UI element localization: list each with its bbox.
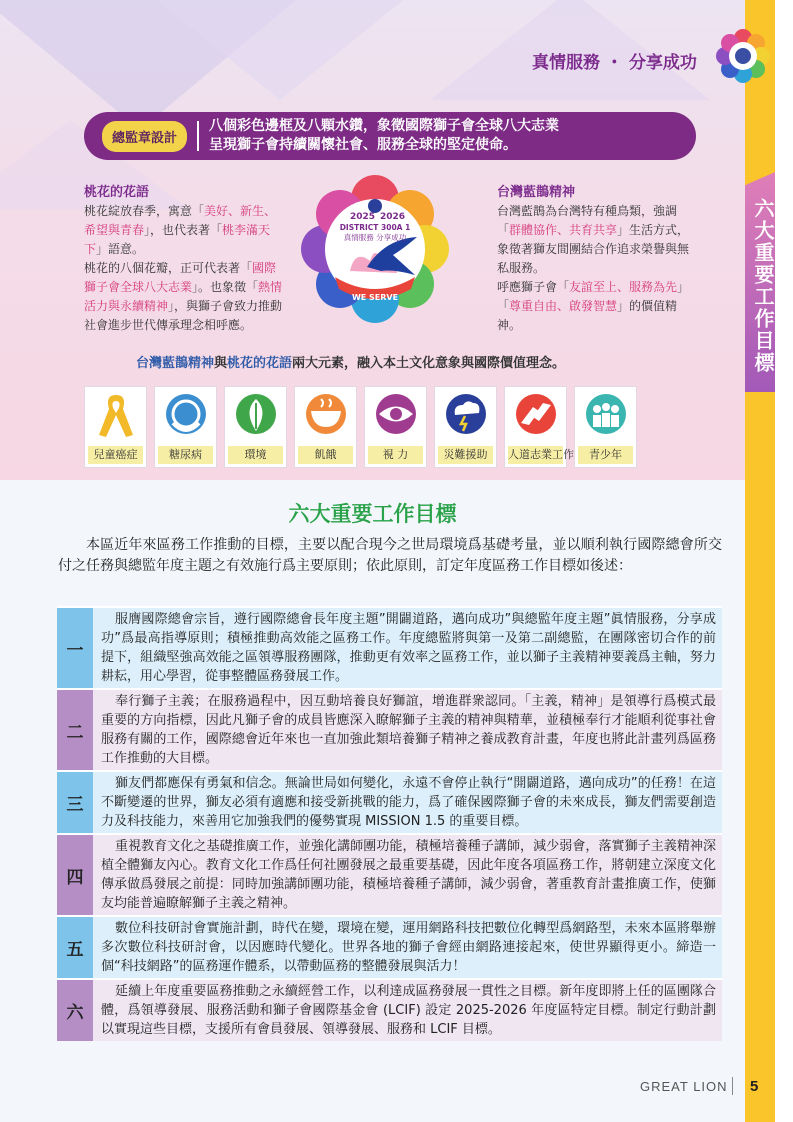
goal-text: 奉行獅子主義；在服務過程中，因互動培養良好獅誼，增進群衆認同。「主義，精神」是領導行爲模式最重要的方向指標，因此凡獅子會的成員皆應深入瞭解獅子主義的精神與精華，並積極奉行才能順利從事社會服務有關的工作，國際總會近年來也一直加強此類培養獅子精神之養成教育計畫，年度也將此計畫列爲區務工作推動的大目標。: [93, 690, 722, 770]
badge-motto: WE SERVE: [351, 293, 399, 302]
banner-text: [209, 117, 559, 155]
district-logo-icon: [713, 26, 773, 86]
goal-number: 五: [57, 917, 93, 978]
text-span: 」的價值精神。: [497, 299, 678, 332]
sidebar-label: 六大重要工作目標: [751, 198, 775, 374]
highlight-text: 熱情活力與永續精神: [84, 280, 283, 313]
design-banner: [84, 112, 696, 160]
goal-text: 延續上年度重要區務推動之永續經營工作，以利達成區務發展一貫性之目標。新年度即將上任的區團隊合體，爲領導發展、服務活動和獅子會國際基金會 (LCIF) 設定 2025-2026 年度區特定目標。制定行動計劃以實現這些目標，支援所有會員發展、領導發展、服務和 LCIF 目標。: [93, 980, 722, 1041]
highlight-text: 美好、新生、希望與青春: [84, 204, 277, 237]
goals-table: [57, 606, 722, 1041]
goal-text: 獅友們都應保有勇氣和信念。無論世局如何變化，永遠不會停止執行“開闢道路，邁向成功”的任務！在這不斷變遷的世界，獅友必須有適應和接受新挑戰的能力，爲了確保國際獅子會的未來成長，獅友們需要創造力及科技能力，來善用它加強我們的優勢實現 MISSION 1.5 的重要目標。: [93, 772, 722, 833]
goal-number: 六: [57, 980, 93, 1041]
text-span: 」。也象徵「: [192, 280, 259, 294]
cause-label: 糖尿病: [158, 446, 213, 464]
cause-label: 災難援助: [438, 446, 493, 464]
diabetes-icon: [159, 389, 214, 444]
youth-icon: [579, 389, 634, 444]
highlight-text: 國際獅子會全球八大志業: [84, 261, 277, 294]
global-causes-row: [84, 386, 637, 468]
bowl-icon: [299, 389, 354, 444]
right-column-body: [497, 202, 697, 335]
goal-number: 一: [57, 608, 93, 688]
cause-card: [574, 386, 637, 468]
text-span: 桃花的八個花瓣，正可代表著「: [84, 261, 253, 275]
sidebar-edge: [775, 0, 793, 1122]
text-span: 」，與獅子會致力推動社會進步世代傳承理念相呼應。: [84, 299, 283, 332]
decor-triangle: [120, 0, 440, 100]
goal-text: 數位科技研討會實施計劃，時代在變，環境在變，運用網路科技把數位化轉型爲網路型，未來本區將舉辦多次數位科技研討會，以因應時代變化。世界各地的獅子會經由網路連接起來，使世界顯得更小。締造一個“科技網路”的區務運作體系，以帶動區務的整體發展與活力！: [93, 917, 722, 978]
fusion-part-2: 桃花的花語: [227, 356, 293, 371]
cause-label: 飢餓: [298, 446, 353, 464]
badge-year-left: 2025: [350, 212, 376, 222]
fusion-mid: 與: [214, 356, 228, 371]
leaf-icon: [229, 389, 284, 444]
highlight-text: 尊重自由、啟發智慧: [509, 299, 618, 313]
section-title: 六大重要工作目標: [288, 502, 457, 526]
page-header-title: 真情服務 ・ 分享成功: [532, 53, 697, 73]
cause-label: 人道志業工作: [508, 446, 563, 464]
cause-card: [224, 386, 287, 468]
fusion-part-1: 台灣藍鵲精神: [136, 356, 215, 371]
text-span: 」生活方式，象徵著獅友間團結合作追求榮譽與無私服務。: [497, 223, 690, 275]
text-span: 桃花綻放春季，寓意「: [84, 204, 205, 218]
highlight-text: 群體協作、共育共享: [509, 223, 618, 237]
goal-text: 服膺國際總會宗旨，遵行國際總會長年度主題”開闢道路，邁向成功”與總監年度主題”眞情服務，分享成功”爲最高指導原則；積極推動高效能之區務工作。年度總監將與第一及第二副總監，在團隊密切合作的前提下，組織堅強高效能之區領導服務團隊，推動更有效率之區務工作，並以獅子主義精神要義爲主軸，努力耕耘，用心學習，從事整體區務發展工作。: [93, 608, 722, 688]
sidebar-strip: [745, 0, 775, 1122]
goal-row: [57, 978, 722, 1041]
goal-row: [57, 770, 722, 833]
eye-icon: [369, 389, 424, 444]
badge-slogan: 真情服務 分享成功: [343, 233, 407, 242]
section-intro: 本區近年來區務工作推動的目標，主要以配合現今之世局環境爲基礎考量，並以順利執行國際總會所交付之任務與總監年度主題之有效施行爲主要原則；依此原則，訂定年度區務工作目標如後述：: [58, 537, 722, 574]
magazine-name: GREAT LION: [640, 1079, 728, 1094]
badge-year-right: 2026: [380, 212, 406, 222]
text-span: 台灣藍鵲為台灣特有種鳥類，強調「: [497, 204, 678, 237]
goal-text: 重視教育文化之基礎推廣工作，並強化講師團功能，積極培養種子講師，減少弱會，落實獅子主義精神深植全體獅友內心。教育文化工作爲任何社團發展之最重要基礎，因此年度各項區務工作，將朝建立深度文化傳承做爲發展之前提：同時加強講師團功能，積極培養種子講師，減少弱會，著重教育計畫推廣工作，使獅友均能普遍瞭解獅子主義之精神。: [93, 835, 722, 915]
left-column-body: [84, 202, 284, 335]
cause-card: [364, 386, 427, 468]
goal-row: [57, 606, 722, 688]
storm-icon: [439, 389, 494, 444]
goal-number: 四: [57, 835, 93, 915]
banner-line-2: 呈現獅子會持續關懷社會、服務全球的堅定使命。: [209, 137, 518, 153]
district-governor-badge: [300, 174, 450, 324]
cause-label: 環境: [228, 446, 283, 464]
cause-label: 視 力: [368, 446, 423, 464]
page-number: 5: [750, 1078, 759, 1095]
goal-row: [57, 833, 722, 915]
text-span: 呼應獅子會「: [497, 280, 570, 294]
text-span: 」「: [497, 280, 690, 313]
cause-card: [84, 386, 147, 468]
text-span: 」，也代表著「: [144, 223, 223, 237]
cause-label: 青少年: [578, 446, 633, 464]
goal-number: 三: [57, 772, 93, 833]
goal-row: [57, 688, 722, 770]
cause-card: [504, 386, 574, 468]
footer-divider: [732, 1077, 733, 1095]
cause-label: 兒童癌症: [88, 446, 143, 464]
ribbon-icon: [89, 389, 144, 444]
text-span: 」語意。: [96, 242, 145, 256]
goal-number: 二: [57, 690, 93, 770]
fusion-statement: [136, 352, 565, 371]
cause-card: [294, 386, 357, 468]
badge-district: DISTRICT 300A 1: [339, 223, 411, 232]
highlight-text: 桃李滿天下: [84, 223, 271, 256]
highlight-text: 友誼至上、服務為先: [569, 280, 678, 294]
fusion-tail: 兩大元素，融入本土文化意象與國際價值理念。: [292, 356, 566, 371]
right-column-title: 台灣藍鵲精神: [497, 185, 576, 200]
cause-card: [434, 386, 497, 468]
goal-row: [57, 915, 722, 978]
left-column-title: 桃花的花語: [84, 185, 150, 200]
helping-hands-icon: [509, 389, 564, 444]
banner-divider: [197, 121, 199, 151]
cause-card: [154, 386, 217, 468]
banner-tag: 總監章設計: [102, 121, 187, 152]
banner-line-1: 八個彩色邊框及八顆水鑽，象徵國際獅子會全球八大志業: [209, 118, 560, 134]
